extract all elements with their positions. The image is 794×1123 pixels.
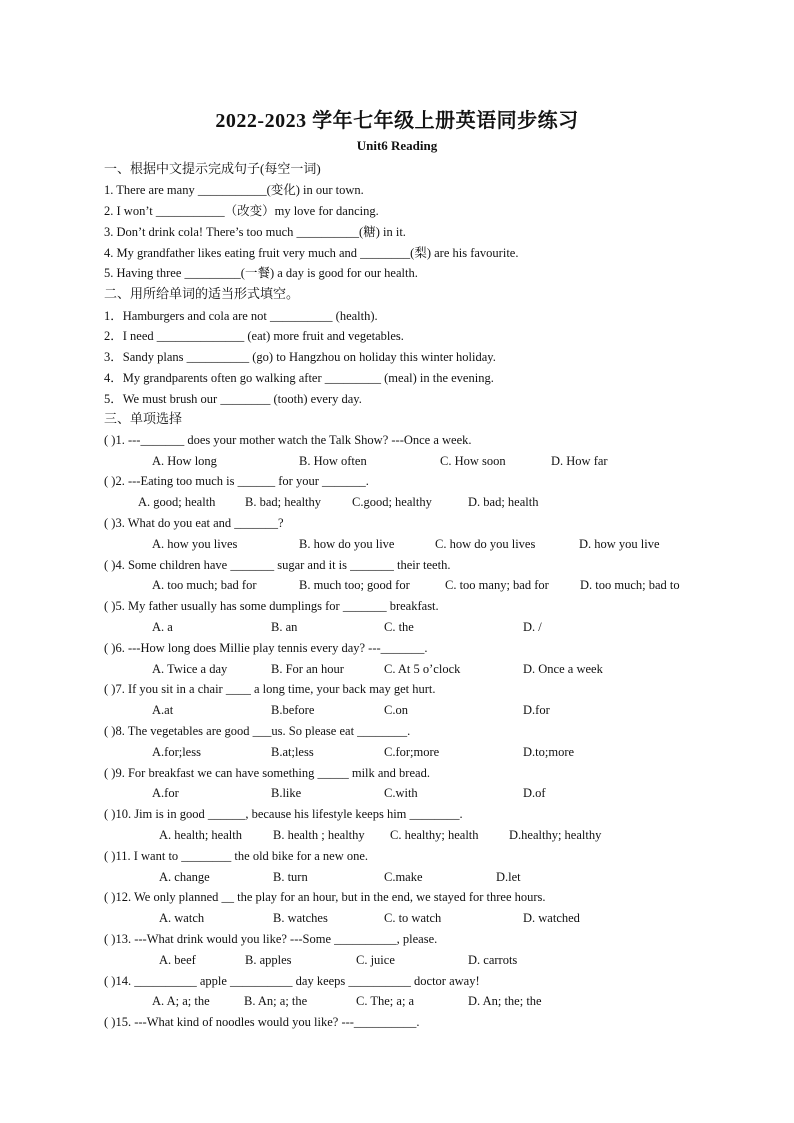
question-9: ( )9. For breakfast we can have something _____ milk and bread. xyxy=(104,766,430,780)
question-6: ( )6. ---How long does Millie play tennis every day? ---_______. xyxy=(104,641,428,655)
question-15: ( )15. ---What kind of noodles would you like? ---__________. xyxy=(104,1015,420,1029)
option: B. For an hour xyxy=(271,662,344,676)
question-2: ( )2. ---Eating too much is ______ for your _______. xyxy=(104,474,369,488)
option: C. how do you lives xyxy=(435,537,536,551)
s1-item-3: 3. Don’t drink cola! There’s too much __________(糖) in it. xyxy=(104,225,406,239)
option: B. apples xyxy=(245,953,292,967)
option: A. watch xyxy=(159,911,205,925)
option: A. how you lives xyxy=(152,537,238,551)
option: D. bad; health xyxy=(468,495,539,509)
option: D.let xyxy=(496,870,521,884)
s2-item-5: 5．We must brush our ________ (tooth) every day. xyxy=(104,392,362,406)
option: C.with xyxy=(384,786,418,800)
option: B.before xyxy=(271,703,315,717)
option: A. too much; bad for xyxy=(152,578,257,592)
option: A. A; a; the xyxy=(152,994,210,1008)
question-7: ( )7. If you sit in a chair ____ a long time, your back may get hurt. xyxy=(104,682,436,696)
section2-heading: 二、用所给单词的适当形式填空。 xyxy=(104,286,300,301)
option: B.like xyxy=(271,786,302,800)
question-12: ( )12. We only planned __ the play for an hour, but in the end, we stayed for three hours. xyxy=(104,890,546,904)
option: B. How often xyxy=(299,454,367,468)
option: B. an xyxy=(271,620,298,634)
option: D. How far xyxy=(551,454,608,468)
option: B. bad; healthy xyxy=(245,495,322,509)
option: C. too many; bad for xyxy=(445,578,549,592)
option: C. juice xyxy=(356,953,395,967)
page-subtitle: Unit6 Reading xyxy=(356,138,438,153)
question-1: ( )1. ---_______ does your mother watch the Talk Show? ---Once a week. xyxy=(104,433,472,447)
question-5: ( )5. My father usually has some dumplings for _______ breakfast. xyxy=(104,599,439,613)
option: B. An; a; the xyxy=(244,994,308,1008)
s1-item-5: 5. Having three _________(一餐) a day is good for our health. xyxy=(104,266,418,280)
option: A.for;less xyxy=(152,745,201,759)
question-4: ( )4. Some children have _______ sugar and it is _______ their teeth. xyxy=(104,558,451,572)
option: B. how do you live xyxy=(299,537,395,551)
option: D.healthy; healthy xyxy=(509,828,602,842)
option: A. good; health xyxy=(138,495,216,509)
option: A. a xyxy=(152,620,173,634)
option: B. health ; healthy xyxy=(273,828,365,842)
question-8: ( )8. The vegetables are good ___us. So please eat ________. xyxy=(104,724,411,738)
question-11: ( )11. I want to ________ the old bike for a new one. xyxy=(104,849,369,863)
page-title: 2022-2023 学年七年级上册英语同步练习 xyxy=(215,110,579,132)
option: C. The; a; a xyxy=(356,994,415,1008)
s2-item-1: 1．Hamburgers and cola are not __________ (health). xyxy=(104,309,378,323)
option: C. At 5 o’clock xyxy=(384,662,461,676)
s1-item-2: 2. I won’t ___________（改变）my love for dancing. xyxy=(104,204,379,218)
option: D. carrots xyxy=(468,953,518,967)
option: C. to watch xyxy=(384,911,442,925)
section3-heading: 三、单项选择 xyxy=(104,411,183,426)
option: D. too much; bad to xyxy=(580,578,680,592)
option: D. An; the; the xyxy=(468,994,542,1008)
s2-item-2: 2．I need ______________ (eat) more fruit and vegetables. xyxy=(104,329,404,343)
question-14: ( )14. __________ apple __________ day keeps __________ doctor away! xyxy=(104,974,480,988)
question-13: ( )13. ---What drink would you like? ---Some __________, please. xyxy=(104,932,438,946)
option: C.for;more xyxy=(384,745,440,759)
s1-item-1: 1. There are many ___________(变化) in our town. xyxy=(104,183,364,197)
s2-item-3: 3．Sandy plans __________ (go) to Hangzhou on holiday this winter holiday. xyxy=(104,350,496,364)
option: B. turn xyxy=(273,870,308,884)
option: C.make xyxy=(384,870,423,884)
option: B.at;less xyxy=(271,745,314,759)
option: A. How long xyxy=(152,454,217,468)
option: A. Twice a day xyxy=(152,662,228,676)
option: A.for xyxy=(152,786,179,800)
option: B. much too; good for xyxy=(299,578,410,592)
option: A. health; health xyxy=(159,828,242,842)
option: C.on xyxy=(384,703,408,717)
option: C.good; healthy xyxy=(352,495,432,509)
question-3: ( )3. What do you eat and _______? xyxy=(104,516,284,530)
s1-item-4: 4. My grandfather likes eating fruit very much and ________(梨) are his favourite. xyxy=(104,246,519,260)
option: D. Once a week xyxy=(523,662,603,676)
section1-heading: 一、根据中文提示完成句子(每空一词) xyxy=(104,161,321,176)
option: D. / xyxy=(523,620,542,634)
option: C. healthy; health xyxy=(390,828,479,842)
option: A. beef xyxy=(159,953,196,967)
option: B. watches xyxy=(273,911,328,925)
option: A.at xyxy=(152,703,174,717)
option: D. how you live xyxy=(579,537,660,551)
option: D.to;more xyxy=(523,745,575,759)
option: C. the xyxy=(384,620,414,634)
option: D.of xyxy=(523,786,546,800)
option: D.for xyxy=(523,703,550,717)
s2-item-4: 4．My grandparents often go walking after _________ (meal) in the evening. xyxy=(104,371,494,385)
question-10: ( )10. Jim is in good ______, because his lifestyle keeps him ________. xyxy=(104,807,463,821)
option: C. How soon xyxy=(440,454,506,468)
option: D. watched xyxy=(523,911,580,925)
option: A. change xyxy=(159,870,210,884)
